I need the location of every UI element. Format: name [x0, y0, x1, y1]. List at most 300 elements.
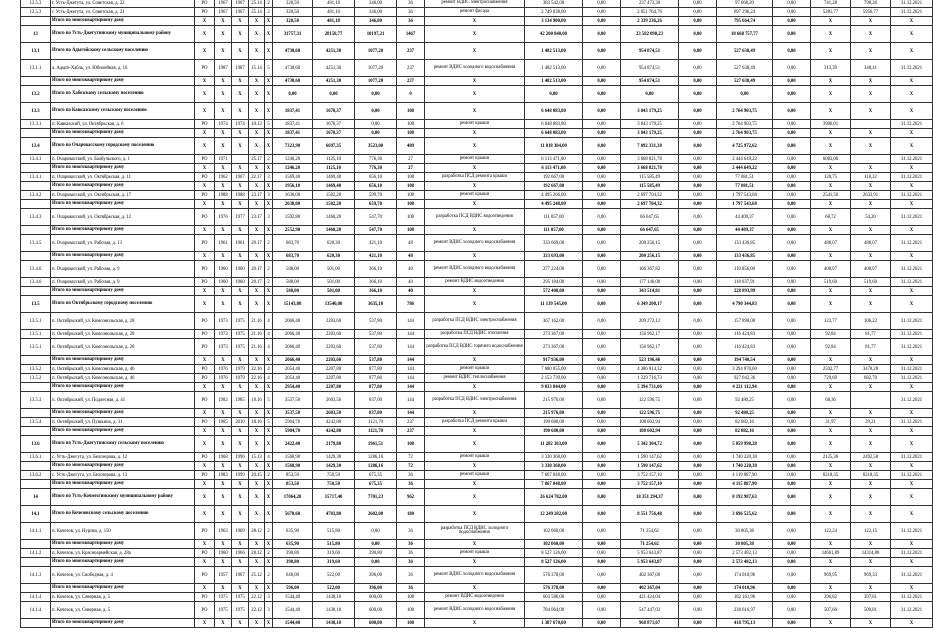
cell-address: г. Усть-Джегута, ул. Советская, д. 22 — [51, 0, 195, 8]
cell-federal-funds: 0,00 — [583, 296, 621, 313]
cell-floors: 2 — [265, 567, 273, 584]
cell-residents: 144 — [397, 392, 425, 409]
cell-deadline: X — [891, 164, 933, 173]
cell-other-funds: 0,00 — [773, 26, 811, 43]
cell-nonliving-area: 0,00 — [355, 129, 397, 138]
cell-floors: 2 — [265, 278, 273, 287]
cell-year-commissioned: 1960 — [232, 278, 249, 287]
cell-address: Итого по многоквартирному дому — [51, 77, 195, 86]
cell-total-cost: 2 153 739,00 — [525, 374, 583, 383]
cell-deadline: 31.12.2021 — [891, 392, 933, 409]
cell-local-funds: 0,00 — [679, 506, 717, 523]
cell-num: 14.1.2 — [21, 549, 51, 558]
cell-residents: 237 — [397, 43, 425, 60]
cell-address: Итого по многоквартирному дому — [51, 164, 195, 173]
cell-total-cost: 0,00 — [525, 86, 583, 103]
cell-federal-funds: 0,00 — [583, 558, 621, 567]
cell-federal-funds: 0,00 — [583, 209, 621, 226]
cell-total-cost: 1 482 513,00 — [525, 43, 583, 60]
cell-other-funds: 0,00 — [773, 77, 811, 86]
cell-floors: 2 — [265, 155, 273, 164]
cell-local-funds: 0,00 — [679, 409, 717, 418]
cell-regional-funds: 237 473,30 — [621, 0, 679, 8]
cell-other-funds: 0,00 — [773, 436, 811, 453]
cell-regional-funds: 156 962,17 — [621, 339, 679, 356]
cell-other-funds: 0,00 — [773, 480, 811, 489]
cell-other-funds: 0,00 — [773, 86, 811, 103]
cell-other-funds: 0,00 — [773, 471, 811, 480]
cell-max-unit-cost: 3470,28 — [851, 365, 891, 374]
cell-federal-funds: 0,00 — [583, 261, 621, 278]
cell-unit-cost: X — [811, 436, 851, 453]
cell-floors: X — [265, 409, 273, 418]
cell-owner-funds: 174 010,96 — [717, 584, 773, 593]
cell-num — [21, 480, 51, 489]
cell-total-cost: 192 667,00 — [525, 182, 583, 191]
cell-other-funds: 0,00 — [773, 418, 811, 427]
cell-fund-type: РО — [195, 471, 215, 480]
cell-deadline: X — [891, 17, 933, 26]
cell-fund-type: РО — [195, 235, 215, 252]
cell-num: 12.5.3 — [21, 8, 51, 17]
cell-num: 14.1 — [21, 506, 51, 523]
cell-work-type: разработка ПСД ВДИС электроснабжения — [425, 313, 525, 330]
cell-federal-funds: 0,00 — [583, 506, 621, 523]
cell-address: Итого по многоквартирному дому — [51, 383, 195, 392]
cell-residents: 786 — [397, 296, 425, 313]
cell-wear: X — [249, 86, 265, 103]
cell-total-cost: 367 162,00 — [525, 313, 583, 330]
cell-total-cost: 572 408,00 — [525, 287, 583, 296]
cell-total-cost: 6 648 083,00 — [525, 129, 583, 138]
cell-year-commissioned: X — [232, 540, 249, 549]
subtotal-row — [21, 287, 933, 296]
cell-federal-funds: 0,00 — [583, 103, 621, 120]
cell-total-cost: 111 057,00 — [525, 209, 583, 226]
cell-address: п. Кочезов, ул. Нурова, д. 150 — [51, 523, 195, 540]
cell-num — [21, 356, 51, 365]
cell-unit-cost: X — [811, 138, 851, 155]
cell-floors: 5 — [265, 60, 273, 77]
cell-work-type: X — [425, 462, 525, 471]
cell-regional-funds: 108 602,94 — [621, 427, 679, 436]
cell-other-funds: 0,00 — [773, 383, 811, 392]
cell-wear: X — [249, 356, 265, 365]
cell-local-funds: 0,00 — [679, 462, 717, 471]
cell-max-unit-cost: 348,41 — [851, 60, 891, 77]
cell-address: Итого по Усть-Джегутинскому муниципальному району — [51, 26, 195, 43]
cell-max-unit-cost: X — [851, 86, 891, 103]
cell-owner-funds: 97 668,20 — [717, 0, 773, 8]
cell-deadline: 31.12.2021 — [891, 191, 933, 200]
cell-year-commissioned: X — [232, 489, 249, 506]
cell-wear: X — [249, 462, 265, 471]
cell-total-cost: 190 680,00 — [525, 427, 583, 436]
cell-residents: 72 — [397, 462, 425, 471]
cell-unit-cost: 488,07 — [811, 235, 851, 252]
cell-federal-funds: 0,00 — [583, 200, 621, 209]
cell-total-cost: 7 680 055,00 — [525, 365, 583, 374]
cell-year-commissioned: 1960 — [232, 261, 249, 278]
cell-fund-type: РО — [195, 313, 215, 330]
cell-regional-funds: 200 256,15 — [621, 252, 679, 261]
cell-living-area: 1438,10 — [313, 593, 355, 602]
cell-federal-funds: 0,00 — [583, 330, 621, 339]
cell-regional-funds: 18 351 294,37 — [621, 489, 679, 506]
cell-year-commissioned: X — [232, 296, 249, 313]
cell-fund-type: РО — [195, 261, 215, 278]
cell-floors: X — [265, 226, 273, 235]
cell-wear: X — [249, 480, 265, 489]
cell-fund-type: РО — [195, 278, 215, 287]
cell-unit-cost: X — [811, 296, 851, 313]
cell-local-funds: 0,00 — [679, 480, 717, 489]
cell-regional-funds: 2 051 764,76 — [621, 8, 679, 17]
cell-living-area: 319,60 — [313, 558, 355, 567]
cell-max-unit-cost: 106,22 — [851, 313, 891, 330]
cell-year-built: 1973 — [215, 330, 232, 339]
cell-max-unit-cost: X — [851, 462, 891, 471]
cell-living-area: 1125,10 — [313, 164, 355, 173]
cell-address: Итого по многоквартирному дому — [51, 619, 195, 628]
cell-local-funds: 0,00 — [679, 155, 717, 164]
cell-wear: X — [249, 427, 265, 436]
cell-nonliving-area: 7701,23 — [355, 489, 397, 506]
cell-work-type: X — [425, 540, 525, 549]
cell-year-built: 1976 — [215, 209, 232, 226]
cell-wear: 21.16 — [249, 330, 265, 339]
cell-residents: 36 — [397, 8, 425, 17]
cell-num: 14 — [21, 489, 51, 506]
cell-nonliving-area: 1077,20 — [355, 77, 397, 86]
cell-year-commissioned: 1975 — [232, 602, 249, 619]
cell-wear: X — [249, 252, 265, 261]
cell-fund-type: РО — [195, 453, 215, 462]
cell-residents: 237 — [397, 418, 425, 427]
section-total-row — [21, 489, 933, 506]
cell-num: 13.6.2 — [21, 471, 51, 480]
cell-residents: 108 — [397, 226, 425, 235]
cell-deadline: 31.12.2021 — [891, 173, 933, 182]
cell-owner-funds: 4 790 344,83 — [717, 296, 773, 313]
cell-max-unit-cost: X — [851, 558, 891, 567]
cell-owner-funds: 527 638,49 — [717, 43, 773, 60]
cell-year-commissioned: X — [232, 287, 249, 296]
cell-residents: 144 — [397, 374, 425, 383]
cell-owner-funds: 82 082,16 — [717, 427, 773, 436]
cell-floors: 3 — [265, 191, 273, 200]
cell-total-cost: 6 113 471,00 — [525, 164, 583, 173]
cell-residents: 108 — [397, 120, 425, 129]
cell-wear: 23.17 — [249, 209, 265, 226]
cell-num: 13.3.1 — [21, 120, 51, 129]
cell-year-commissioned: X — [232, 200, 249, 209]
cell-max-unit-cost: 54,20 — [851, 209, 891, 226]
cell-floors: 2 — [265, 471, 273, 480]
cell-deadline: X — [891, 77, 933, 86]
cell-nonliving-area: 877,80 — [355, 365, 397, 374]
cell-owner-funds: 3 696 525,62 — [717, 506, 773, 523]
cell-nonliving-area: 0,00 — [355, 103, 397, 120]
cell-num: 13.5.1 — [21, 330, 51, 339]
cell-num: 13.6 — [21, 436, 51, 453]
cell-residents: 72 — [397, 453, 425, 462]
cell-year-built: X — [215, 138, 232, 155]
cell-year-commissioned: X — [232, 43, 249, 60]
cell-regional-funds: 968 871,07 — [621, 619, 679, 628]
cell-year-commissioned: X — [232, 129, 249, 138]
cell-living-area: 2179,80 — [313, 436, 355, 453]
cell-residents: 36 — [397, 480, 425, 489]
cell-year-built: 1985 — [215, 418, 232, 427]
cell-other-funds: 0,00 — [773, 287, 811, 296]
cell-address: п. Кавказский, ул. Октябрьская, д. 6 — [51, 120, 195, 129]
cell-owner-funds: 82 082,16 — [717, 418, 773, 427]
cell-num: 13 — [21, 26, 51, 43]
cell-max-unit-cost: X — [851, 129, 891, 138]
cell-owner-funds: 2 573 482,13 — [717, 558, 773, 567]
cell-residents: 36 — [397, 584, 425, 593]
table-row — [21, 0, 933, 8]
cell-living-area: 1469,40 — [313, 173, 355, 182]
cell-deadline: X — [891, 182, 933, 191]
cell-address: Итого по Усть-Кочмезгинскому муниципальному району — [51, 489, 195, 506]
cell-nonliving-area: 837,00 — [355, 392, 397, 409]
cell-work-type: разработка ПСД ВДИС отопления — [425, 330, 525, 339]
cell-floors: X — [265, 506, 273, 523]
cell-nonliving-area: 675,35 — [355, 471, 397, 480]
cell-year-built: X — [215, 43, 232, 60]
cell-regional-funds: 209 272,12 — [621, 313, 679, 330]
cell-living-area: 750,50 — [313, 480, 355, 489]
cell-address: Итого по многоквартирному дому — [51, 252, 195, 261]
cell-unit-cost: X — [811, 164, 851, 173]
cell-work-type: X — [425, 129, 525, 138]
cell-floors: X — [265, 296, 273, 313]
cell-max-unit-cost: X — [851, 540, 891, 549]
cell-year-commissioned: 1975 — [232, 593, 249, 602]
cell-num — [21, 540, 51, 549]
cell-total-cost: 102 060,00 — [525, 523, 583, 540]
cell-living-area: 28158,77 — [313, 26, 355, 43]
cell-living-area: 481,10 — [313, 17, 355, 26]
cell-other-funds: 0,00 — [773, 549, 811, 558]
cell-work-type: ремонт крыши — [425, 155, 525, 164]
cell-total-cost: 576 378,00 — [525, 584, 583, 593]
cell-residents: 489 — [397, 138, 425, 155]
cell-unit-cost: X — [811, 427, 851, 436]
cell-year-built: 1976 — [215, 365, 232, 374]
cell-year-built: X — [215, 77, 232, 86]
cell-year-built: 1982 — [215, 392, 232, 409]
cell-wear: 21.16 — [249, 313, 265, 330]
cell-wear: 22.12 — [249, 602, 265, 619]
cell-residents: 27 — [397, 155, 425, 164]
section-total-row — [21, 138, 933, 155]
cell-unit-cost: X — [811, 480, 851, 489]
cell-deadline: 31.12.2021 — [891, 313, 933, 330]
cell-work-type: ремонт фасада — [425, 8, 525, 17]
cell-federal-funds: 0,00 — [583, 480, 621, 489]
cell-nonliving-area: 0,00 — [355, 540, 397, 549]
cell-total-cost: 9 833 844,00 — [525, 383, 583, 392]
cell-year-commissioned: 1975 — [232, 339, 249, 356]
cell-living-area: 1670,37 — [313, 120, 355, 129]
cell-floors: X — [265, 182, 273, 191]
cell-owner-funds: 527 638,49 — [717, 60, 773, 77]
cell-floors: 4 — [265, 330, 273, 339]
cell-max-unit-cost: X — [851, 103, 891, 120]
cell-max-unit-cost: X — [851, 427, 891, 436]
cell-total-area: 5904,70 — [273, 418, 313, 427]
cell-fund-type: X — [195, 558, 215, 567]
cell-num: 13.5.4 — [21, 418, 51, 427]
cell-nonliving-area: 1961,51 — [355, 436, 397, 453]
cell-num — [21, 252, 51, 261]
capital-repair-table — [20, 0, 933, 628]
cell-owner-funds: 18 668 757,77 — [717, 26, 773, 43]
cell-deadline: X — [891, 584, 933, 593]
cell-floors: X — [265, 480, 273, 489]
cell-total-area: 4730,60 — [273, 43, 313, 60]
cell-federal-funds: 0,00 — [583, 155, 621, 164]
cell-nonliving-area: 421,10 — [355, 252, 397, 261]
cell-wear: X — [249, 226, 265, 235]
cell-local-funds: 0,00 — [679, 540, 717, 549]
cell-address: п. Очаровасский, ул. Октябрьская, д. 17 — [51, 191, 195, 200]
subtotal-row — [21, 77, 933, 86]
cell-federal-funds: 0,00 — [583, 17, 621, 26]
cell-nonliving-area: 537,80 — [355, 339, 397, 356]
cell-max-unit-cost: X — [851, 409, 891, 418]
subtotal-row — [21, 558, 933, 567]
cell-fund-type: РО — [195, 8, 215, 17]
cell-total-area: 5904,70 — [273, 427, 313, 436]
cell-address: Итого по многоквартирному дому — [51, 409, 195, 418]
cell-total-area: 17064,20 — [273, 489, 313, 506]
cell-unit-cost: 969,95 — [811, 567, 851, 584]
cell-deadline: 31.12.2021 — [891, 261, 933, 278]
table-row — [21, 155, 933, 164]
cell-wear: X — [249, 77, 265, 86]
cell-num — [21, 558, 51, 567]
cell-owner-funds: 92 480,25 — [717, 409, 773, 418]
cell-deadline: X — [891, 26, 933, 43]
cell-residents: 108 — [397, 103, 425, 120]
cell-regional-funds: 3 752 157,10 — [621, 471, 679, 480]
cell-work-type: X — [425, 17, 525, 26]
cell-living-area: 515,80 — [313, 540, 355, 549]
cell-wear: X — [249, 129, 265, 138]
cell-other-funds: 0,00 — [773, 339, 811, 356]
cell-year-commissioned: X — [232, 462, 249, 471]
cell-total-cost: 215 976,00 — [525, 409, 583, 418]
cell-living-area: 1502,20 — [313, 191, 355, 200]
cell-nonliving-area: 390,80 — [355, 549, 397, 558]
cell-total-area: 2054,40 — [273, 365, 313, 374]
cell-deadline: X — [891, 436, 933, 453]
cell-local-funds: 0,00 — [679, 17, 717, 26]
cell-regional-funds: 3 668 821,78 — [621, 155, 679, 164]
cell-num: 13.5.2 — [21, 365, 51, 374]
cell-regional-funds: 8 551 756,48 — [621, 506, 679, 523]
cell-total-area: 31757,31 — [273, 26, 313, 43]
cell-num — [21, 287, 51, 296]
cell-address: Итого по многоквартирному дому — [51, 540, 195, 549]
cell-living-area: 515,80 — [313, 523, 355, 540]
cell-unit-cost: 14661,89 — [811, 549, 851, 558]
cell-total-cost: 383 542,00 — [525, 0, 583, 8]
cell-wear: 25.14 — [249, 0, 265, 8]
cell-year-built: X — [215, 619, 232, 628]
cell-owner-funds: 133 436,85 — [717, 252, 773, 261]
cell-regional-funds: 71 254,62 — [621, 523, 679, 540]
cell-year-built: X — [215, 506, 232, 523]
cell-fund-type: РО — [195, 155, 215, 164]
cell-regional-funds: 0,00 — [621, 86, 679, 103]
cell-unit-cost: 122,24 — [811, 523, 851, 540]
cell-num: 13.2 — [21, 86, 51, 103]
cell-other-funds: 0,00 — [773, 427, 811, 436]
cell-max-unit-cost: X — [851, 17, 891, 26]
cell-total-cost: 4 495 266,00 — [525, 191, 583, 200]
cell-work-type: X — [425, 480, 525, 489]
cell-max-unit-cost: X — [851, 287, 891, 296]
cell-unit-cost: X — [811, 584, 851, 593]
cell-owner-funds: 30 805,38 — [717, 523, 773, 540]
cell-total-cost: 215 976,00 — [525, 392, 583, 409]
cell-work-type: ремонт ВДИС водоотведения — [425, 593, 525, 602]
cell-max-unit-cost: 81,77 — [851, 339, 891, 356]
cell-address: п. Октябрьский, ул. Комсомольская, д. 46 — [51, 365, 195, 374]
cell-fund-type: X — [195, 86, 215, 103]
cell-unit-cost: X — [811, 462, 851, 471]
cell-year-built: 1963 — [215, 523, 232, 540]
table-row — [21, 418, 933, 427]
cell-address: п. Октябрьский, ул. Комсомольская, д. 28 — [51, 330, 195, 339]
subtotal-row — [21, 252, 933, 261]
cell-num — [21, 462, 51, 471]
cell-num — [21, 77, 51, 86]
cell-total-area: 853,50 — [273, 471, 313, 480]
cell-living-area: 15717,40 — [313, 489, 355, 506]
cell-nonliving-area: 537,80 — [355, 330, 397, 339]
cell-federal-funds: 0,00 — [583, 86, 621, 103]
cell-owner-funds: 133 436,85 — [717, 235, 773, 252]
cell-wear: X — [249, 558, 265, 567]
cell-nonliving-area: 675,35 — [355, 480, 397, 489]
cell-local-funds: 0,00 — [679, 453, 717, 462]
cell-num: 13.5.1 — [21, 339, 51, 356]
cell-floors: 3 — [265, 602, 273, 619]
cell-residents: 40 — [397, 278, 425, 287]
cell-work-type: X — [425, 226, 525, 235]
cell-total-cost: 7 867 048,00 — [525, 480, 583, 489]
subtotal-row — [21, 164, 933, 173]
cell-other-funds: 0,00 — [773, 409, 811, 418]
cell-local-funds: 0,00 — [679, 278, 717, 287]
cell-fund-type: X — [195, 619, 215, 628]
cell-work-type: X — [425, 200, 525, 209]
cell-deadline: X — [891, 200, 933, 209]
cell-regional-funds: 122 596,75 — [621, 392, 679, 409]
cell-other-funds: 0,00 — [773, 453, 811, 462]
cell-nonliving-area: 1077,20 — [355, 60, 397, 77]
cell-total-area: 1544,40 — [273, 602, 313, 619]
cell-year-commissioned: 1967 — [232, 0, 249, 8]
cell-fund-type: РО — [195, 593, 215, 602]
cell-unit-cost: X — [811, 287, 851, 296]
